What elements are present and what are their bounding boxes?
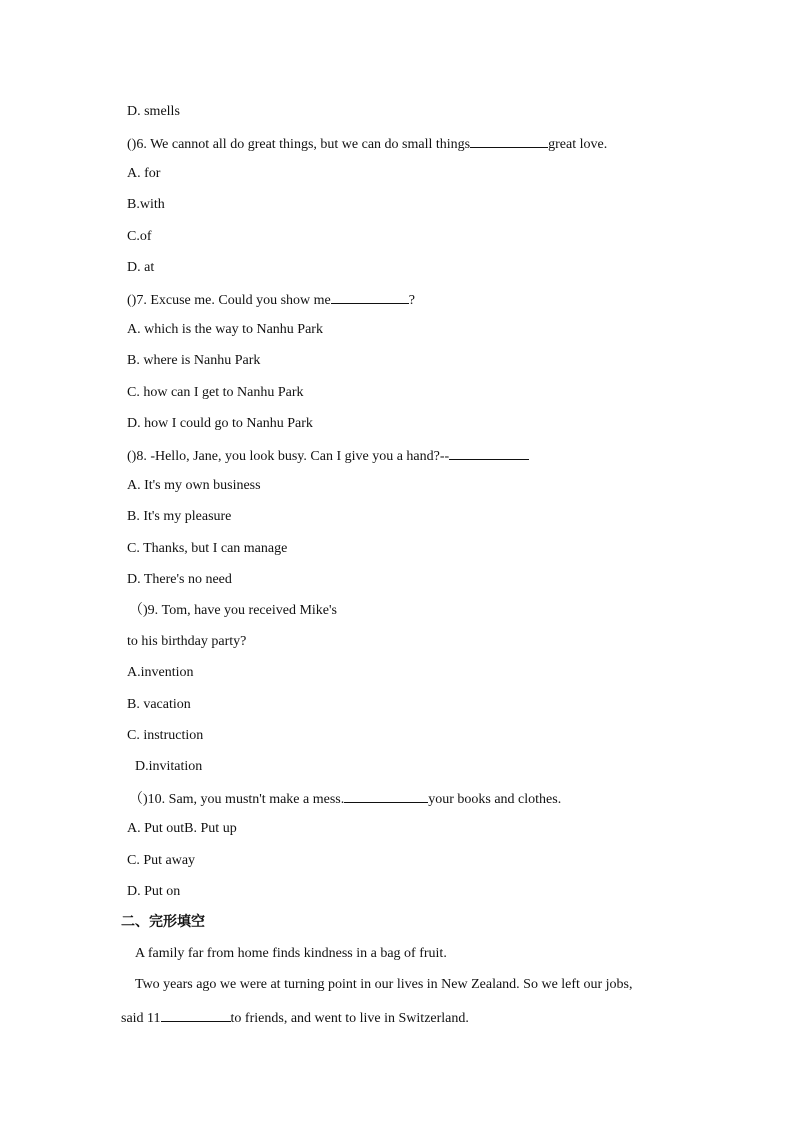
q10-stem [129,789,561,809]
q7-option-a: A. which is the way to Nanhu Park [127,322,323,337]
q8-option-a: A. It's my own business [127,478,261,493]
cloze-paragraph-3 [121,1008,469,1028]
q6-stem-text: ()6. We cannot all do great things, but we can do small things [127,137,471,152]
cloze-text-before: said 11 [121,1011,161,1026]
q8-answer-blank[interactable] [449,446,529,460]
q9-option-d: D.invitation [135,759,203,774]
q10-stem-text: （)10. Sam, you mustn't make a mess. [129,792,345,807]
q9-stem-line2: to his birthday party? [127,634,247,649]
q7-answer-blank[interactable] [331,290,409,304]
q7-option-d: D. how I could go to Nanhu Park [127,416,313,431]
q6-answer-blank[interactable] [470,134,548,148]
q8-option-b: B. It's my pleasure [127,509,232,524]
q6-stem [127,134,607,154]
q10-stem-text-after: your books and clothes. [428,792,562,807]
cloze-paragraph-1: A family far from home finds kindness in a bag of fruit. [135,946,447,961]
q5-option-d: D. smells [127,104,180,119]
q8-stem-text: ()8. -Hello, Jane, you look busy. Can I give you a hand?-- [127,449,450,464]
cloze-text-after: to friends, and went to live in Switzerland. [230,1011,469,1026]
q7-option-b: B. where is Nanhu Park [127,353,261,368]
q6-option-c: C.of [127,229,152,244]
q7-stem [127,290,415,310]
q8-stem [127,446,529,466]
q6-option-b: B.with [127,197,165,212]
q9-option-a: A.invention [127,665,194,680]
q8-option-d: D. There's no need [127,572,232,587]
q10-option-ab: A. Put outB. Put up [127,821,237,836]
cloze-paragraph-2: Two years ago we were at turning point in our lives in New Zealand. So we left our jobs, [135,977,633,992]
q6-stem-text-after: great love. [548,137,608,152]
q10-option-c: C. Put away [127,853,196,868]
q9-option-c: C. instruction [127,728,204,743]
q8-option-c: C. Thanks, but I can manage [127,541,288,556]
section-heading-cloze: 二、完形填空 [121,914,205,930]
cloze-blank-11[interactable] [161,1008,231,1022]
q7-option-c: C. how can I get to Nanhu Park [127,385,304,400]
q10-option-d: D. Put on [127,884,181,899]
q7-stem-text: ()7. Excuse me. Could you show me [127,293,331,308]
q6-option-d: D. at [127,260,155,275]
q9-option-b: B. vacation [127,697,191,712]
q9-stem-line1: （)9. Tom, have you received Mike's [129,603,337,618]
q7-stem-text-after: ? [408,293,415,308]
q10-answer-blank[interactable] [344,789,428,803]
q6-option-a: A. for [127,166,161,181]
